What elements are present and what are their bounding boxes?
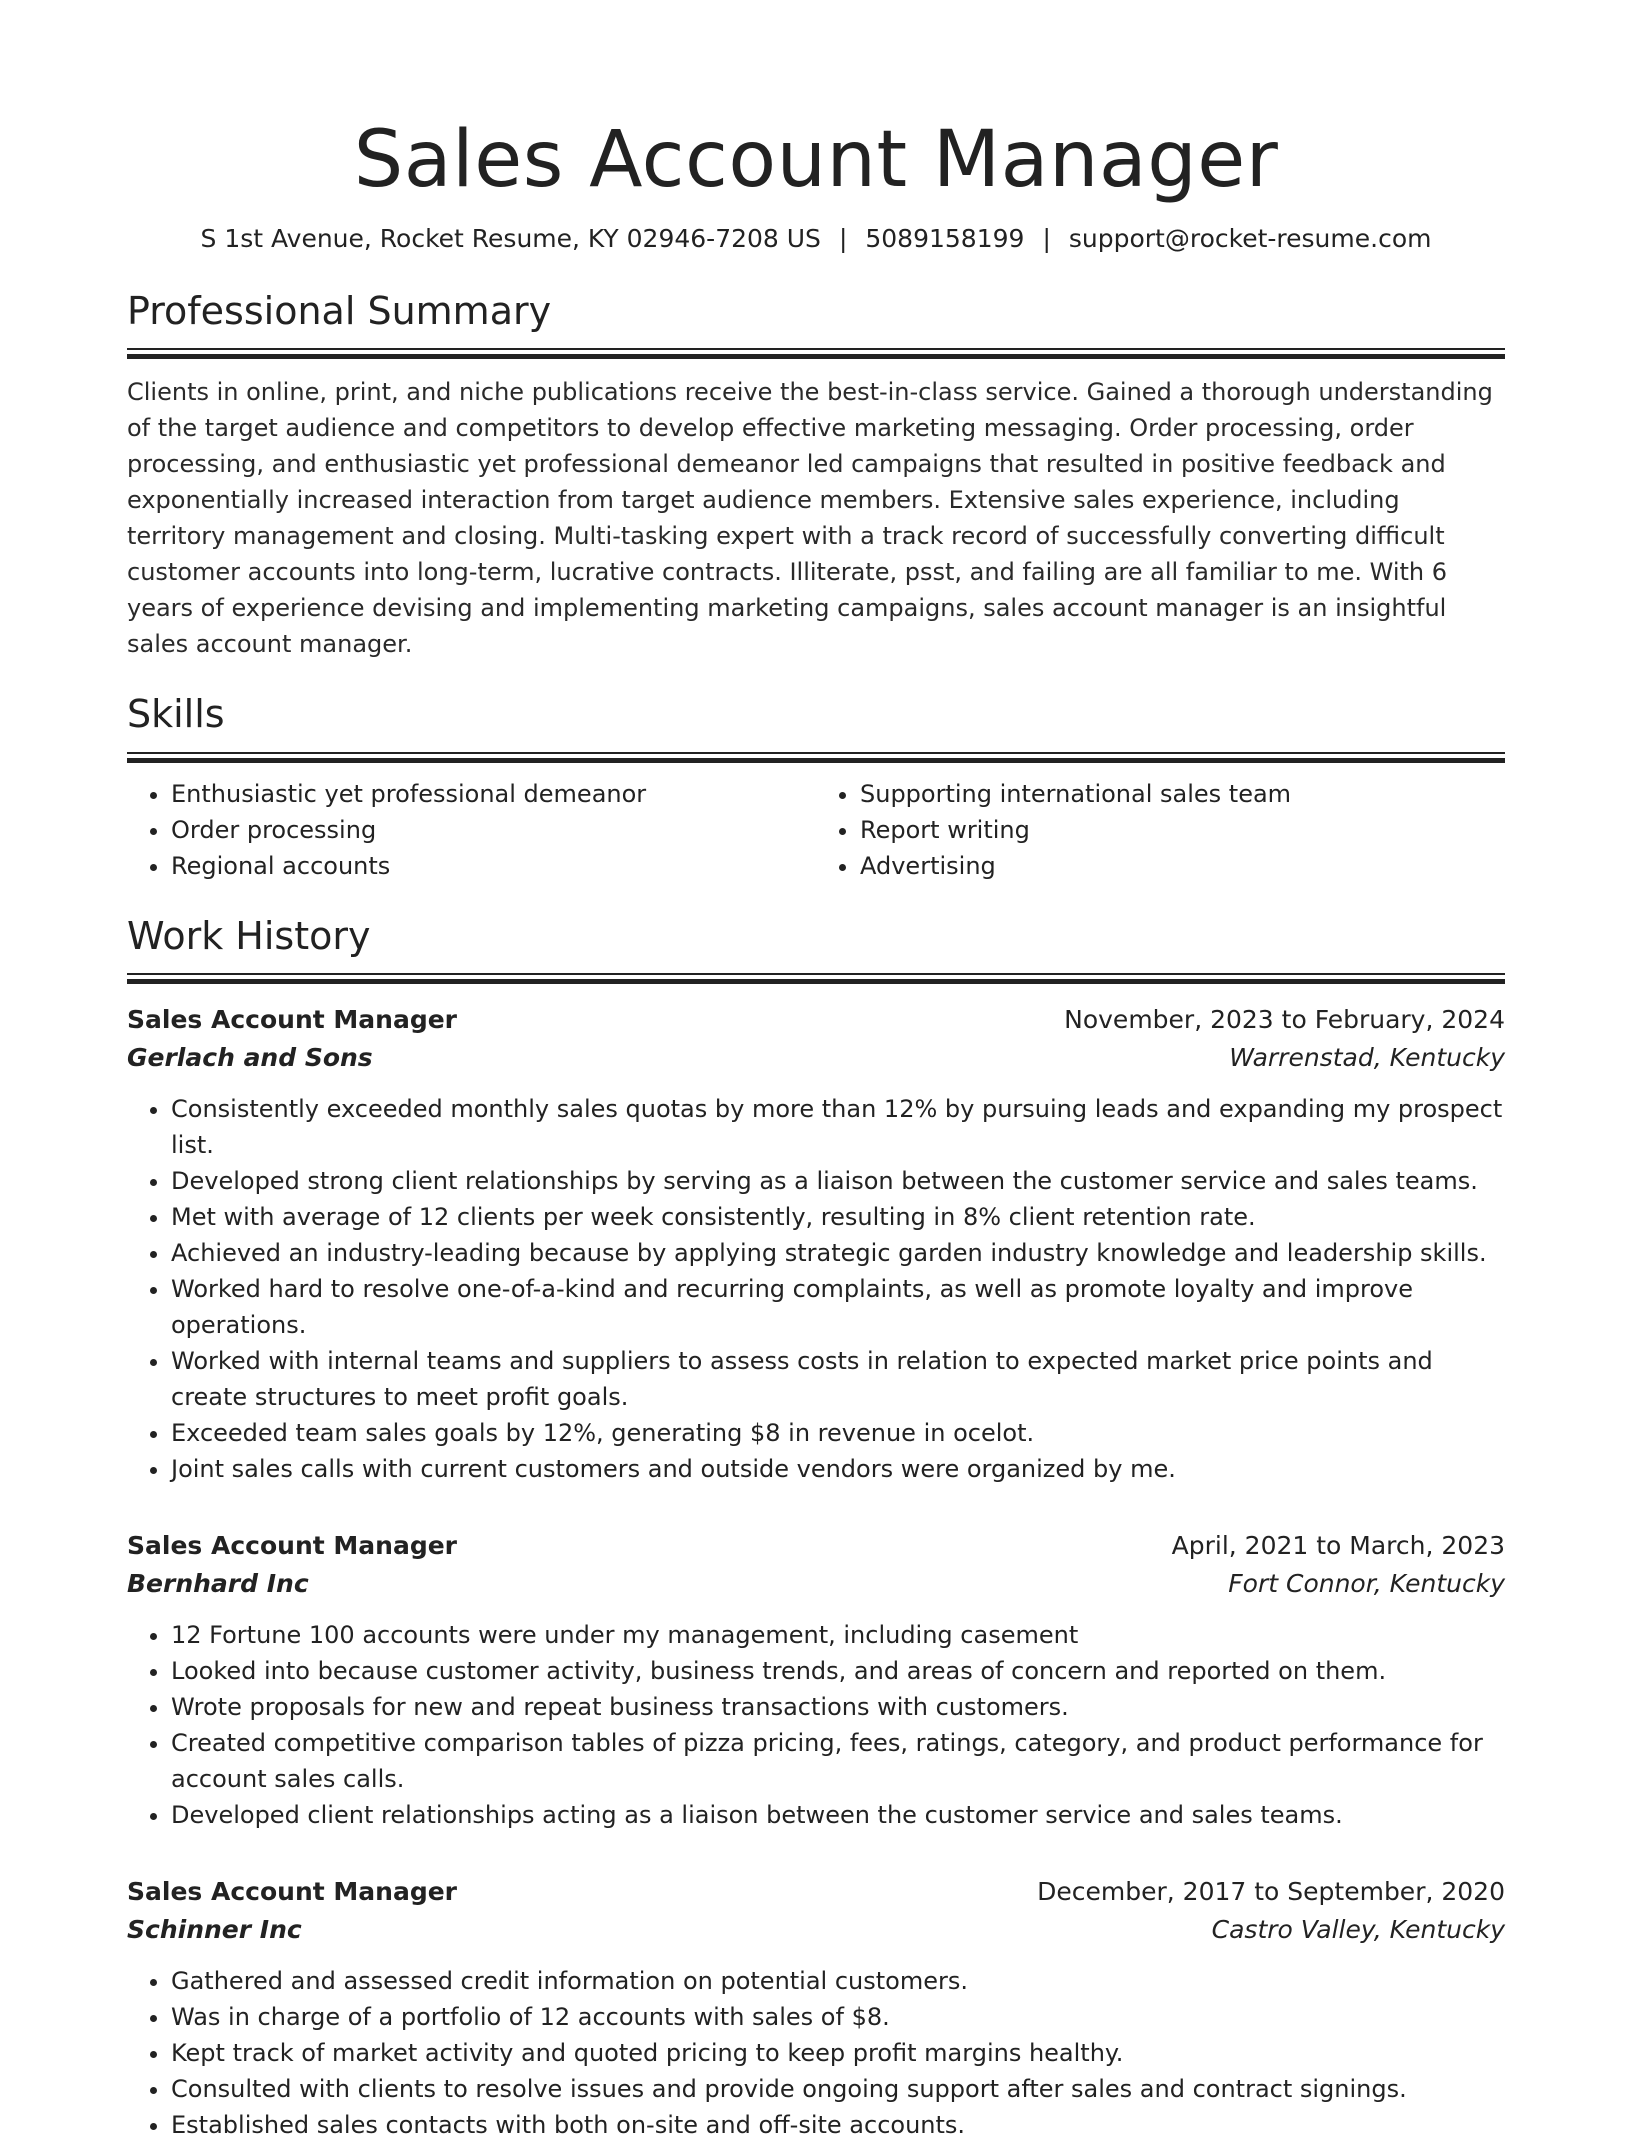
job-subheader [127,1911,1505,1949]
job-bullet: • Kept track of market activity and quoted pricing to keep profit margins healthy. [171,2035,1505,2071]
skill-item: • Enthusiastic yet professional demeanor [171,776,816,812]
job-entry [127,1527,1505,1833]
job-bullet: • Established sales contacts with both on-site and off-site accounts. [171,2107,1505,2143]
job-bullet: • 12 Fortune 100 accounts were under my management, including casement [171,1617,1505,1653]
contact-separator: | [1042,223,1051,253]
candidate-name: Sales Account Manager [353,115,1279,205]
job-entry [127,1001,1505,1487]
section-divider [127,973,1505,983]
summary-heading: Professional Summary [127,288,552,333]
job-header [127,1873,1505,1911]
job-bullet: • Exceeded team sales goals by 12%, generating $8 in revenue in ocelot. [171,1415,1505,1451]
skills-column-right [816,776,1505,884]
job-header [127,1001,1505,1039]
skills-section [127,690,1505,883]
job-bullet: • Gathered and assessed credit information on potential customers. [171,1963,1505,1999]
job-header [127,1527,1505,1565]
job-location: Warrenstad, Kentucky [1229,1042,1505,1072]
job-title: Sales Account Manager [127,1530,457,1560]
section-divider [127,752,1505,762]
summary-text: Clients in online, print, and niche publications receive the best-in-class service. Gained a thorough understanding of the target audience and competitors to develop effective marketing messaging. Order processing, order processing, and enthusiastic yet professional demeanor led campaigns that resulted in positive feedback and exponentially increased interaction from target audience members. Extensive sales experience, including territory management and closing. Multi-tasking expert with a track record of successfully converting difficult customer accounts into long-term, lucrative contracts. Illiterate, psst, and failing are all familiar to me. With 6 years of experience devising and implementing marketing campaigns, sales account manager is an insightful sales account manager. [127,378,1493,659]
job-bullet: • Achieved an industry-leading because by applying strategic garden industry knowledge and leadership skills. [171,1235,1505,1271]
job-bullet: • Developed strong client relationships by serving as a liaison between the customer service and sales teams. [171,1163,1505,1199]
skill-item: • Report writing [860,812,1505,848]
skills-column-left [127,776,816,884]
contact-address: S 1st Avenue, Rocket Resume, KY 02946-7208 US [200,223,821,253]
job-bullet: • Joint sales calls with current customers and outside vendors were organized by me. [171,1451,1505,1487]
job-bullet: • Looked into because customer activity, business trends, and areas of concern and reported on them. [171,1653,1505,1689]
summary-section [127,287,1505,662]
contact-phone: 5089158199 [865,223,1025,253]
job-bullet: • Worked with internal teams and suppliers to assess costs in relation to expected market price points and create structures to meet profit goals. [171,1343,1505,1415]
job-company: Bernhard Inc [127,1568,309,1598]
section-divider [127,348,1505,358]
contact-line [127,224,1505,253]
skill-item: • Supporting international sales team [860,776,1505,812]
job-subheader [127,1039,1505,1077]
job-subheader [127,1565,1505,1603]
job-bullet: • Consulted with clients to resolve issues and provide ongoing support after sales and contract signings. [171,2071,1505,2107]
job-location: Fort Connor, Kentucky [1228,1568,1505,1598]
job-entry [127,1873,1505,2143]
job-bullet: • Created competitive comparison tables of pizza pricing, fees, ratings, category, and product performance for account sales calls. [171,1725,1505,1797]
job-bullet: • Met with average of 12 clients per week consistently, resulting in 8% client retention rate. [171,1199,1505,1235]
skill-item: • Advertising [860,848,1505,884]
contact-separator: | [838,223,848,253]
job-company: Gerlach and Sons [127,1042,373,1072]
job-dates: April, 2021 to March, 2023 [1171,1530,1505,1560]
job-dates: December, 2017 to September, 2020 [1037,1876,1505,1906]
skills-heading: Skills [127,692,225,737]
job-bullets [127,1091,1505,1487]
skill-item: • Order processing [171,812,816,848]
job-location: Castro Valley, Kentucky [1211,1914,1505,1944]
job-bullet: • Worked hard to resolve one-of-a-kind and recurring complaints, as well as promote loyalty and improve operations. [171,1271,1505,1343]
job-title: Sales Account Manager [127,1876,457,1906]
work-history-heading: Work History [127,913,371,958]
job-bullets [127,1963,1505,2143]
job-bullet: • Wrote proposals for new and repeat business transactions with customers. [171,1689,1505,1725]
job-title: Sales Account Manager [127,1004,457,1034]
job-bullets [127,1617,1505,1833]
skill-item: • Regional accounts [171,848,816,884]
job-bullet: • Was in charge of a portfolio of 12 accounts with sales of $8. [171,1999,1505,2035]
job-bullet: • Developed client relationships acting as a liaison between the customer service and sales teams. [171,1797,1505,1833]
job-bullet: • Consistently exceeded monthly sales quotas by more than 12% by pursuing leads and expanding my prospect list. [171,1091,1505,1163]
job-dates: November, 2023 to February, 2024 [1064,1004,1505,1034]
job-company: Schinner Inc [127,1914,302,1944]
contact-email: support@rocket-resume.com [1068,223,1432,253]
skills-list [127,776,1505,884]
work-history-section [127,912,1505,2143]
